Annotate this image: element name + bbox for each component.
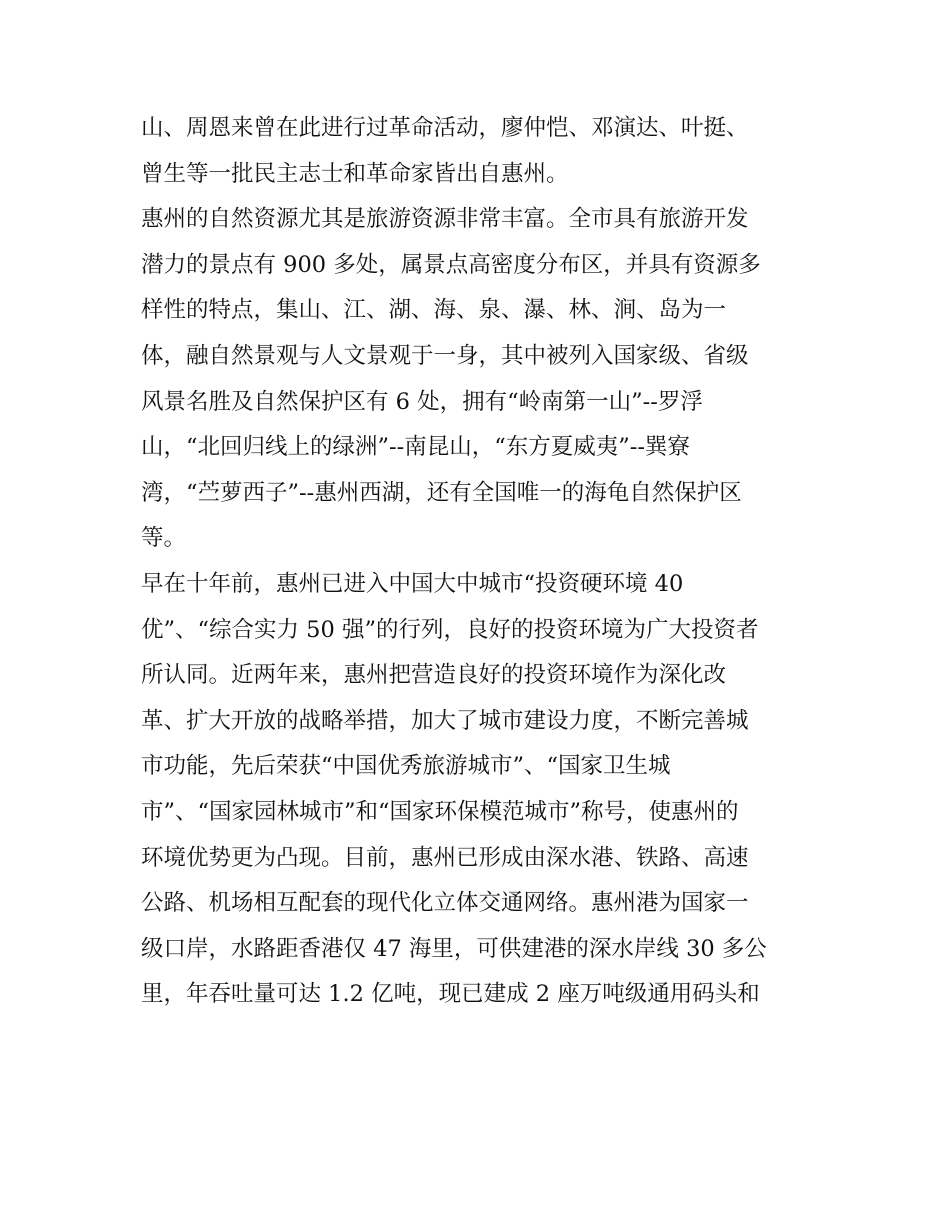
text-line: 潜力的景点有 900 多处，属景点高密度分布区，并具有资源多	[141, 251, 761, 278]
text-line: 风景名胜及自然保护区有 6 处，拥有“岭南第一山”--罗浮	[141, 388, 703, 415]
text-line: 公路、机场相互配套的现代化立体交通网络。惠州港为国家一	[141, 890, 749, 917]
text-line: 优”、“综合实力 50 强”的行列，良好的投资环境为广大投资者	[141, 616, 759, 643]
text-line: 级口岸，水路距香港仅 47 海里，可供建港的深水岸线 30 多公	[141, 935, 767, 962]
text-line: 所认同。近两年来，惠州把营造良好的投资环境作为深化改	[141, 662, 727, 689]
text-line: 早在十年前，惠州已进入中国大中城市“投资硬环境 40	[141, 570, 684, 597]
text-line: 体，融自然景观与人文景观于一身，其中被列入国家级、省级	[141, 342, 749, 369]
text-line: 山，“北回归线上的绿洲”--南昆山，“东方夏威夷”--巽寮	[141, 434, 690, 461]
text-line: 市功能，先后荣获“中国优秀旅游城市”、“国家卫生城	[141, 753, 671, 780]
text-line: 曾生等一批民主志士和革命家皆出自惠州。	[141, 160, 569, 187]
text-line: 里，年吞吐量可达 1.2 亿吨，现已建成 2 座万吨级通用码头和	[141, 981, 760, 1008]
text-line: 惠州的自然资源尤其是旅游资源非常丰富。全市具有旅游开发	[141, 206, 749, 233]
text-line: 革、扩大开放的战略举措，加大了城市建设力度，不断完善城	[141, 707, 749, 734]
text-line: 湾，“苎萝西子”--惠州西湖，还有全国唯一的海龟自然保护区	[141, 479, 742, 506]
text-line: 样性的特点，集山、江、湖、海、泉、瀑、林、涧、岛为一	[141, 297, 727, 324]
text-line: 环境优势更为凸现。目前，惠州已形成由深水港、铁路、高速	[141, 844, 749, 871]
text-line: 市”、“国家园林城市”和“国家环保模范城市”称号，使惠州的	[141, 798, 739, 825]
body-text	[141, 106, 821, 1018]
text-line: 等。	[141, 525, 187, 552]
text-line: 山、周恩来曾在此进行过革命活动，廖仲恺、邓演达、叶挺、	[141, 115, 749, 141]
